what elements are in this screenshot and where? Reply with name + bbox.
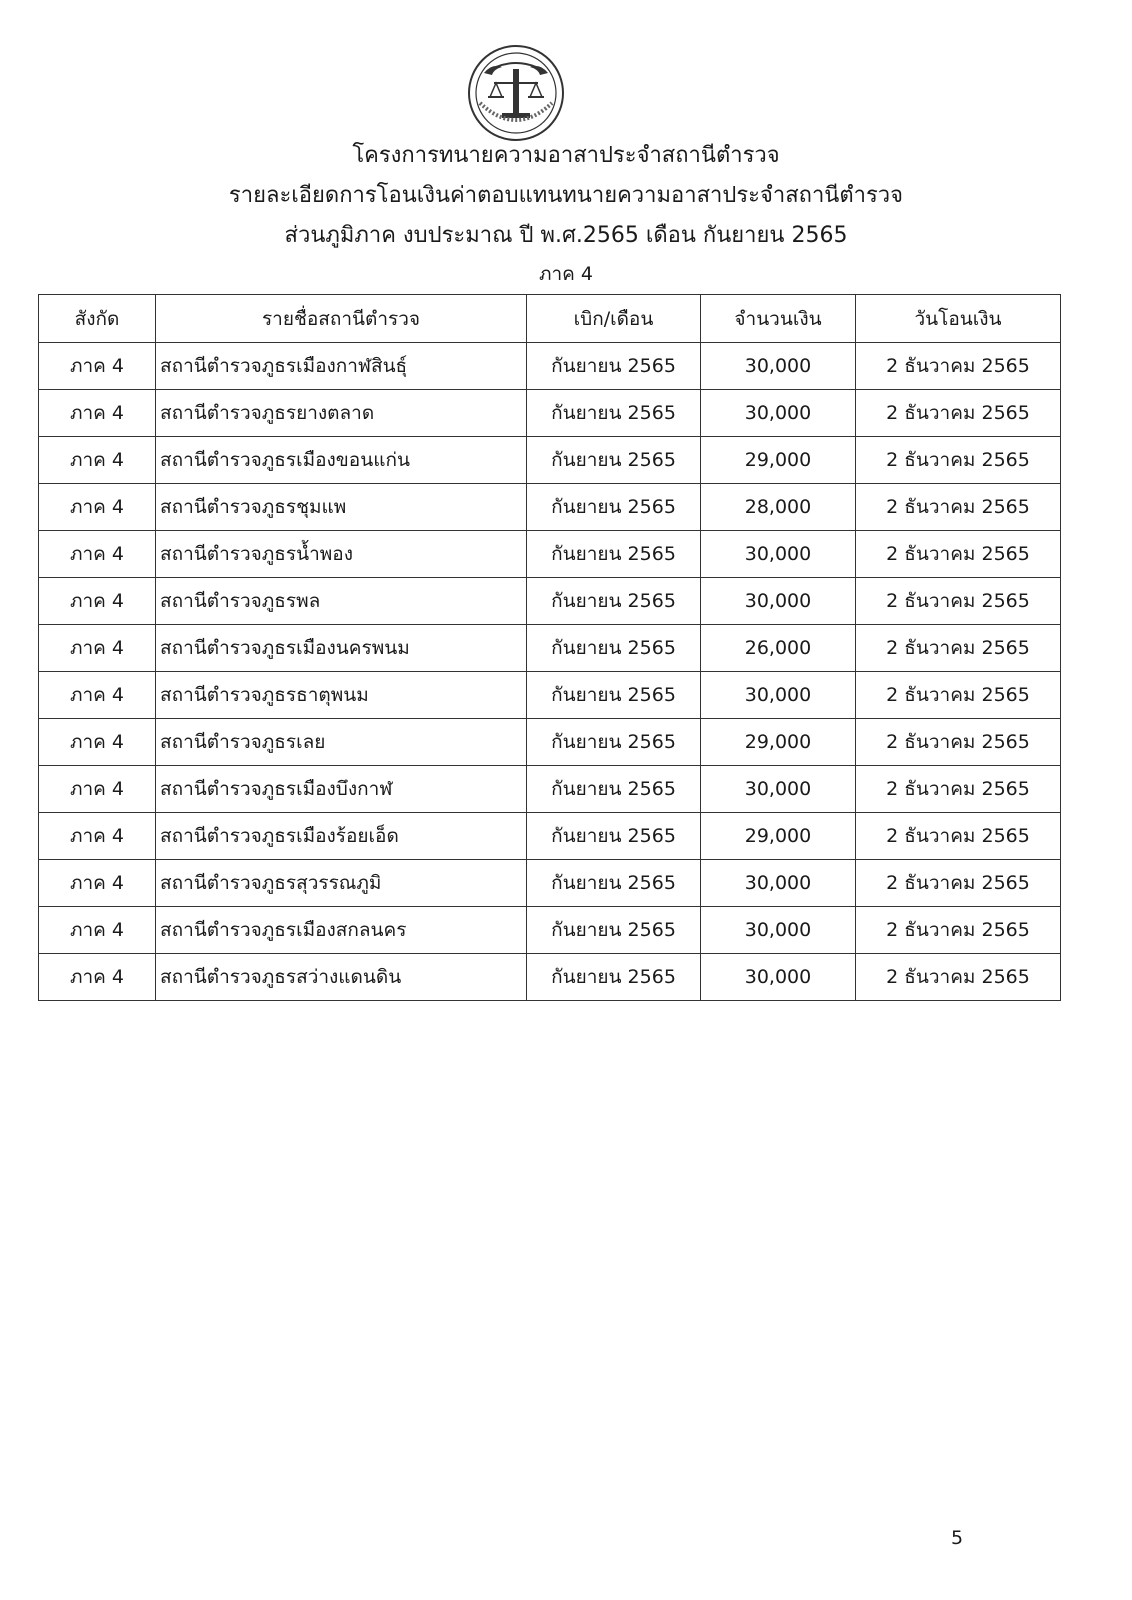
cell-transfer-date: 2 ธันวาคม 2565 xyxy=(856,813,1061,860)
table-row xyxy=(39,954,1061,1001)
region-heading: ภาค 4 xyxy=(538,263,594,285)
cell-transfer-date: 2 ธันวาคม 2565 xyxy=(856,343,1061,390)
cell-station-name: สถานีตำรวจภูธรสว่างแดนดิน xyxy=(156,954,527,1001)
cell-month: กันยายน 2565 xyxy=(527,625,701,672)
transfer-table xyxy=(38,294,1061,1001)
cell-month: กันยายน 2565 xyxy=(527,437,701,484)
cell-affiliation: ภาค 4 xyxy=(39,719,156,766)
cell-amount: 26,000 xyxy=(701,625,856,672)
table-row xyxy=(39,860,1061,907)
cell-transfer-date: 2 ธันวาคม 2565 xyxy=(856,907,1061,954)
cell-affiliation: ภาค 4 xyxy=(39,954,156,1001)
cell-affiliation: ภาค 4 xyxy=(39,907,156,954)
cell-month: กันยายน 2565 xyxy=(527,719,701,766)
lawyers-council-seal xyxy=(466,43,566,143)
column-header-station-name: รายชื่อสถานีตำรวจ xyxy=(156,295,527,343)
cell-station-name: สถานีตำรวจภูธรเลย xyxy=(156,719,527,766)
cell-amount: 30,000 xyxy=(701,954,856,1001)
cell-transfer-date: 2 ธันวาคม 2565 xyxy=(856,860,1061,907)
cell-amount: 30,000 xyxy=(701,907,856,954)
cell-month: กันยายน 2565 xyxy=(527,578,701,625)
table-row xyxy=(39,390,1061,437)
table-header-row xyxy=(39,295,1061,343)
cell-month: กันยายน 2565 xyxy=(527,954,701,1001)
cell-amount: 30,000 xyxy=(701,578,856,625)
cell-amount: 29,000 xyxy=(701,719,856,766)
cell-transfer-date: 2 ธันวาคม 2565 xyxy=(856,578,1061,625)
cell-month: กันยายน 2565 xyxy=(527,484,701,531)
cell-transfer-date: 2 ธันวาคม 2565 xyxy=(856,625,1061,672)
cell-transfer-date: 2 ธันวาคม 2565 xyxy=(856,719,1061,766)
cell-station-name: สถานีตำรวจภูธรเมืองสกลนคร xyxy=(156,907,527,954)
cell-amount: 30,000 xyxy=(701,672,856,719)
cell-amount: 29,000 xyxy=(701,437,856,484)
cell-station-name: สถานีตำรวจภูธรเมืองร้อยเอ็ด xyxy=(156,813,527,860)
cell-amount: 28,000 xyxy=(701,484,856,531)
cell-station-name: สถานีตำรวจภูธรสุวรรณภูมิ xyxy=(156,860,527,907)
cell-month: กันยายน 2565 xyxy=(527,343,701,390)
table-row xyxy=(39,766,1061,813)
table-row xyxy=(39,437,1061,484)
cell-month: กันยายน 2565 xyxy=(527,813,701,860)
cell-station-name: สถานีตำรวจภูธรธาตุพนม xyxy=(156,672,527,719)
cell-month: กันยายน 2565 xyxy=(527,907,701,954)
cell-affiliation: ภาค 4 xyxy=(39,390,156,437)
table-row xyxy=(39,531,1061,578)
table-row xyxy=(39,813,1061,860)
cell-affiliation: ภาค 4 xyxy=(39,813,156,860)
cell-amount: 30,000 xyxy=(701,860,856,907)
cell-station-name: สถานีตำรวจภูธรเมืองนครพนม xyxy=(156,625,527,672)
document-title-line3: ส่วนภูมิภาค งบประมาณ ปี พ.ศ.2565 เดือน กันยายน 2565 xyxy=(284,223,848,248)
cell-affiliation: ภาค 4 xyxy=(39,578,156,625)
cell-transfer-date: 2 ธันวาคม 2565 xyxy=(856,531,1061,578)
cell-affiliation: ภาค 4 xyxy=(39,625,156,672)
cell-transfer-date: 2 ธันวาคม 2565 xyxy=(856,484,1061,531)
document-title-line2: รายละเอียดการโอนเงินค่าตอบแทนทนายความอาสาประจำสถานีตำรวจ xyxy=(228,183,904,208)
cell-affiliation: ภาค 4 xyxy=(39,672,156,719)
cell-transfer-date: 2 ธันวาคม 2565 xyxy=(856,672,1061,719)
cell-transfer-date: 2 ธันวาคม 2565 xyxy=(856,954,1061,1001)
cell-station-name: สถานีตำรวจภูธรเมืองขอนแก่น xyxy=(156,437,527,484)
cell-amount: 29,000 xyxy=(701,813,856,860)
column-header-month: เบิก/เดือน xyxy=(527,295,701,343)
column-header-transfer-date: วันโอนเงิน xyxy=(856,295,1061,343)
cell-transfer-date: 2 ธันวาคม 2565 xyxy=(856,390,1061,437)
cell-affiliation: ภาค 4 xyxy=(39,437,156,484)
cell-amount: 30,000 xyxy=(701,766,856,813)
table-row xyxy=(39,625,1061,672)
document-title-line1: โครงการทนายความอาสาประจำสถานีตำรวจ xyxy=(352,143,780,168)
cell-station-name: สถานีตำรวจภูธรพล xyxy=(156,578,527,625)
cell-month: กันยายน 2565 xyxy=(527,672,701,719)
cell-station-name: สถานีตำรวจภูธรน้ำพอง xyxy=(156,531,527,578)
cell-station-name: สถานีตำรวจภูธรเมืองบึงกาฬ xyxy=(156,766,527,813)
cell-station-name: สถานีตำรวจภูธรชุมแพ xyxy=(156,484,527,531)
table-row xyxy=(39,672,1061,719)
cell-station-name: สถานีตำรวจภูธรเมืองกาฬสินธุ์ xyxy=(156,343,527,390)
table-row xyxy=(39,719,1061,766)
cell-affiliation: ภาค 4 xyxy=(39,531,156,578)
table-row xyxy=(39,343,1061,390)
cell-amount: 30,000 xyxy=(701,531,856,578)
cell-month: กันยายน 2565 xyxy=(527,766,701,813)
cell-month: กันยายน 2565 xyxy=(527,531,701,578)
cell-month: กันยายน 2565 xyxy=(527,390,701,437)
column-header-affiliation: สังกัด xyxy=(39,295,156,343)
cell-month: กันยายน 2565 xyxy=(527,860,701,907)
cell-affiliation: ภาค 4 xyxy=(39,860,156,907)
cell-station-name: สถานีตำรวจภูธรยางตลาด xyxy=(156,390,527,437)
column-header-amount: จำนวนเงิน xyxy=(701,295,856,343)
table-row xyxy=(39,907,1061,954)
cell-amount: 30,000 xyxy=(701,343,856,390)
table-row xyxy=(39,484,1061,531)
cell-affiliation: ภาค 4 xyxy=(39,766,156,813)
cell-amount: 30,000 xyxy=(701,390,856,437)
cell-affiliation: ภาค 4 xyxy=(39,484,156,531)
cell-transfer-date: 2 ธันวาคม 2565 xyxy=(856,766,1061,813)
table-row xyxy=(39,578,1061,625)
cell-affiliation: ภาค 4 xyxy=(39,343,156,390)
cell-transfer-date: 2 ธันวาคม 2565 xyxy=(856,437,1061,484)
page-number: 5 xyxy=(951,1527,964,1549)
